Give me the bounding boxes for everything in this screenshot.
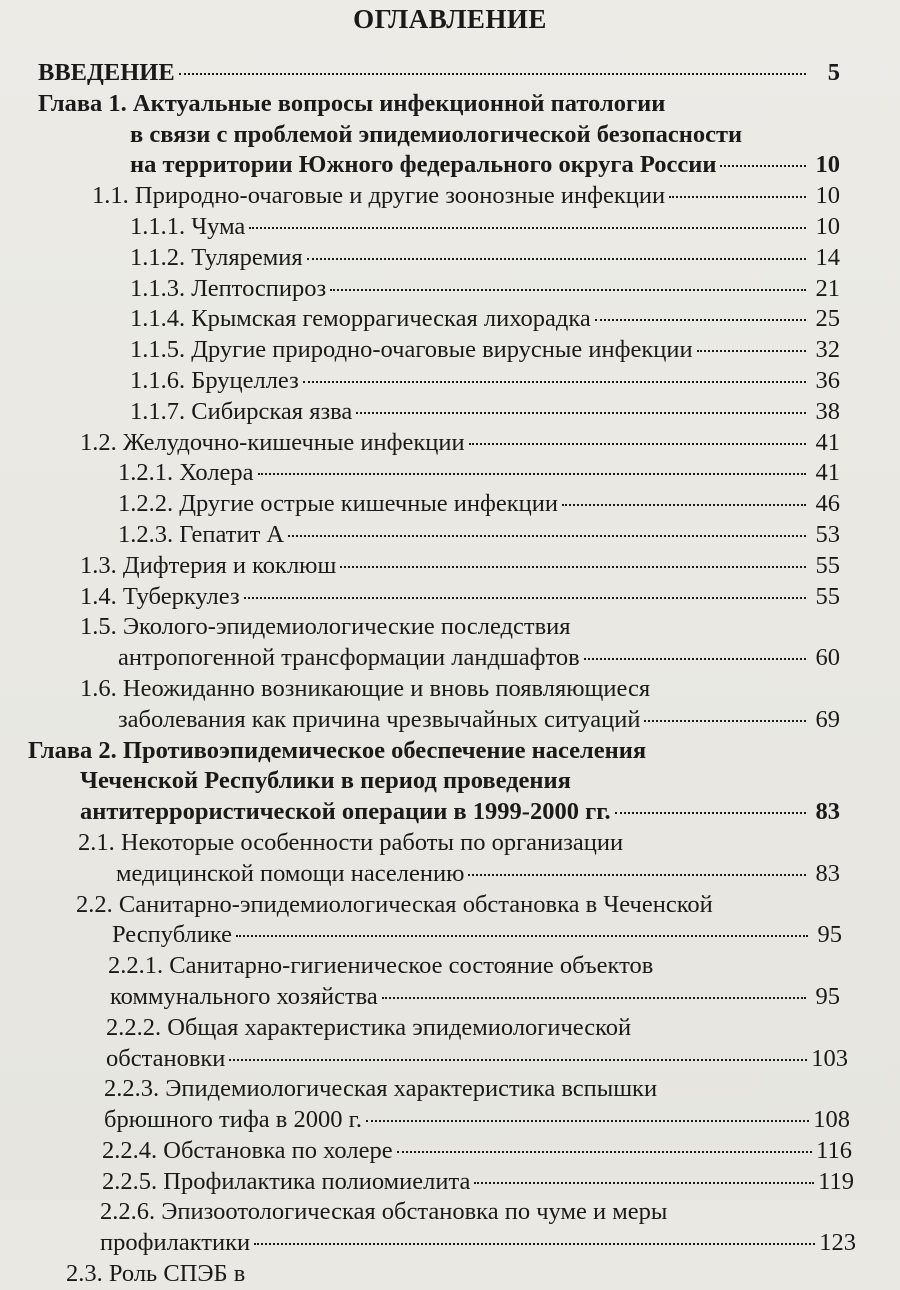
page-number: 41 [815, 428, 840, 456]
toc-entry-1-2-3 [0, 520, 900, 551]
entry-label: 2.2. Санитарно-эпидемиологическая обстановка в Чеченской [76, 890, 713, 918]
dot-leader [562, 504, 806, 506]
toc-entry-2-2-3 [0, 1074, 900, 1136]
dot-leader [468, 874, 806, 876]
toc-entry-1-1-4 [0, 304, 900, 335]
entry-label: 2.2.5. Профилактика полиомиелита [102, 1167, 471, 1195]
page-number: 32 [815, 336, 840, 364]
dot-leader [615, 812, 806, 814]
toc-entry-1-5 [0, 612, 900, 674]
toc-entry-2-2-6 [0, 1197, 900, 1259]
page-number: 10 [815, 151, 840, 179]
page-number: 21 [815, 274, 840, 302]
entry-label: в связи с проблемой эпидемиологической безопасности [130, 120, 743, 148]
entry-label: 1.1.5. Другие природно-очаговые вирусные инфекции [130, 336, 693, 364]
toc-entry-2-2-5 [0, 1167, 900, 1198]
dot-leader [229, 1059, 807, 1061]
page-number: 38 [815, 397, 840, 425]
toc-entry-1-1-3 [0, 274, 900, 305]
dot-leader [366, 1120, 809, 1122]
page-number: 116 [816, 1136, 852, 1164]
page-number: 53 [815, 520, 840, 548]
toc-entry-1-1-6 [0, 366, 900, 397]
entry-label: 2.3. Роль СПЭБ в [66, 1260, 246, 1288]
toc-entry-chapter-2 [0, 736, 900, 828]
dot-leader [644, 720, 806, 722]
dot-leader [720, 165, 806, 167]
entry-label: брюшного тифа в 2000 г. [104, 1106, 362, 1134]
dot-leader [474, 1182, 814, 1184]
dot-leader [397, 1151, 813, 1153]
toc-entry-chapter-1 [0, 89, 900, 181]
entry-label: антропогенной трансформации ландшафтов [118, 644, 580, 672]
dot-leader [356, 412, 806, 414]
dot-leader [303, 381, 806, 383]
dot-leader [584, 658, 806, 660]
entry-label: на территории Южного федерального округа России [130, 151, 717, 179]
toc-entry-1-3 [0, 551, 900, 582]
page-number: 10 [815, 182, 840, 210]
entry-label: Чеченской Республики в период проведения [80, 767, 571, 795]
dot-leader [244, 597, 806, 599]
page-number: 103 [811, 1044, 848, 1072]
entry-label: обстановки [106, 1044, 226, 1072]
entry-label: Глава 1. Актуальные вопросы инфекционной патологии [38, 89, 666, 117]
entry-label: 2.2.1. Санитарно-гигиеническое состояние объектов [108, 952, 654, 980]
toc-entry-1-1-5 [0, 335, 900, 366]
page-number: 25 [815, 305, 840, 333]
entry-label: 1.1.2. Туляремия [130, 243, 303, 271]
page-number: 108 [813, 1106, 850, 1134]
page-number: 60 [815, 644, 840, 672]
entry-label: 2.2.3. Эпидемиологическая характеристика вспышки [104, 1075, 658, 1103]
toc-entry-1-2-2 [0, 489, 900, 520]
entry-label: 1.1.4. Крымская геморрагическая лихорадка [130, 305, 591, 333]
dot-leader [258, 473, 806, 475]
entry-label: заболевания как причина чрезвычайных ситуаций [118, 705, 641, 733]
entry-label: 1.2. Желудочно-кишечные инфекции [80, 428, 465, 456]
entry-label: 1.6. Неожиданно возникающие и вновь появляющиеся [80, 674, 651, 702]
entry-label: медицинской помощи населению [116, 859, 465, 887]
entry-label: Республике [112, 921, 233, 949]
entry-label: 1.1.1. Чума [130, 212, 246, 240]
entry-label: 2.1. Некоторые особенности работы по организации [78, 828, 624, 856]
dot-leader [249, 227, 806, 229]
page-number: 55 [815, 582, 840, 610]
dot-leader [288, 535, 806, 537]
page-number: 83 [815, 859, 840, 887]
page-number: 95 [817, 921, 842, 949]
page-number: 119 [818, 1167, 854, 1195]
entry-label: 1.2.2. Другие острые кишечные инфекции [118, 490, 558, 518]
page-number: 46 [815, 490, 840, 518]
toc-entry-2-2-4 [0, 1136, 900, 1167]
entry-label: 1.4. Туберкулез [80, 582, 240, 610]
page-number: 69 [815, 705, 840, 733]
toc-entry-1-1-2 [0, 243, 900, 274]
dot-leader [595, 319, 806, 321]
page-title: ОГЛАВЛЕНИЕ [353, 4, 547, 34]
entry-label: 2.2.4. Обстановка по холере [102, 1136, 393, 1164]
page-number: 123 [819, 1229, 856, 1257]
page-number: 55 [815, 551, 840, 579]
entry-label: 1.1.3. Лептоспироз [130, 274, 327, 302]
dot-leader [307, 258, 806, 260]
entry-label: 1.1.7. Сибирская язва [130, 397, 353, 425]
dot-leader [697, 350, 806, 352]
dot-leader [254, 1243, 815, 1245]
entry-label: ВВЕДЕНИЕ [38, 59, 175, 86]
toc-entry-1-1 [0, 181, 900, 212]
toc-entry-2-1 [0, 828, 900, 890]
toc-entry-1-6 [0, 674, 900, 736]
entry-label: коммунального хозяйства [110, 982, 378, 1010]
entry-label: 1.5. Эколого-эпидемиологические последствия [80, 613, 571, 641]
toc-entry-1-1-1 [0, 212, 900, 243]
toc-entry-2-3 [0, 1259, 900, 1290]
toc-entry-1-2-1 [0, 458, 900, 489]
dot-leader [179, 73, 806, 75]
page-number: 5 [827, 59, 840, 86]
page-number: 36 [815, 366, 840, 394]
entry-label: 1.2.1. Холера [118, 459, 254, 487]
toc-entry-1-4 [0, 582, 900, 613]
toc-entry-2-2-1 [0, 951, 900, 1013]
entry-label: 1.3. Дифтерия и коклюш [80, 551, 337, 579]
dot-leader [236, 935, 808, 937]
dot-leader [340, 566, 806, 568]
entry-label: 1.2.3. Гепатит А [118, 520, 285, 548]
page-number: 95 [815, 982, 840, 1010]
page-number: 41 [815, 459, 840, 487]
table-of-contents [0, 58, 900, 1290]
dot-leader [330, 289, 806, 291]
toc-entry-2-2 [0, 890, 900, 952]
toc-entry-introduction [0, 58, 900, 89]
toc-entry-1-2 [0, 428, 900, 459]
dot-leader [469, 443, 806, 445]
page-number: 83 [815, 798, 840, 826]
toc-entry-1-1-7 [0, 397, 900, 428]
dot-leader [669, 196, 806, 198]
entry-label: 2.2.6. Эпизоотологическая обстановка по чуме и меры [100, 1198, 668, 1226]
entry-label: Глава 2. Противоэпидемическое обеспечение населения [28, 736, 647, 764]
toc-entry-2-2-2 [0, 1013, 900, 1075]
entry-label: профилактики [100, 1229, 251, 1257]
dot-leader [382, 997, 806, 999]
entry-label: антитеррористической операции в 1999-2000 гг. [80, 798, 611, 826]
entry-label: 2.2.2. Общая характеристика эпидемиологической [106, 1013, 632, 1041]
page-number: 14 [815, 243, 840, 271]
entry-label: 1.1.6. Бруцеллез [130, 366, 299, 394]
page-number: 10 [815, 212, 840, 240]
entry-label: 1.1. Природно-очаговые и другие зоонозные инфекции [92, 182, 666, 210]
